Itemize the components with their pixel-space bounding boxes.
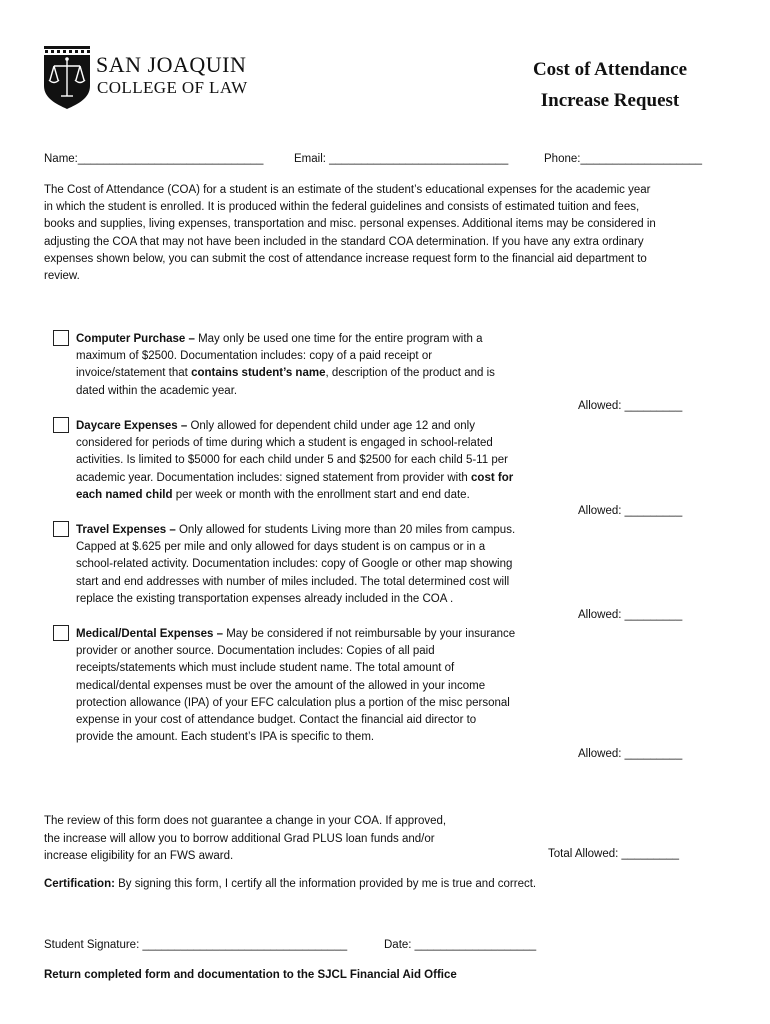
certification-text: By signing this form, I certify all the information provided by me is true and correct. — [114, 878, 537, 890]
total-allowed-field[interactable]: Total Allowed: _________ — [548, 848, 680, 860]
intro-line: expenses shown below, you can submit the cost of attendance increase request form to the financial aid department to — [44, 252, 647, 265]
intro-line: review. — [44, 270, 80, 283]
medical-dental-checkbox[interactable] — [53, 625, 69, 641]
certification-statement — [44, 878, 536, 890]
item-text: , description of the product and is — [325, 367, 495, 380]
item-text: May only be used one time for the entire program with a — [198, 333, 483, 345]
intro-paragraph — [44, 182, 726, 285]
review-line: the increase will allow you to borrow additional Grad PLUS loan funds and/or — [44, 832, 435, 845]
computer-purchase-title: Computer Purchase – — [76, 333, 199, 345]
medical-dental-item — [76, 626, 566, 746]
scales-of-justice-icon — [42, 44, 92, 110]
page-title — [510, 54, 710, 116]
item-text: provide the amount. Each student’s IPA is specific to them. — [76, 731, 375, 744]
item-text: protection allowance (IPA) of your EFC calculation plus a portion of the misc personal — [76, 696, 510, 709]
item-text: start and end addresses with number of miles included. The total determined cost will — [76, 575, 510, 588]
item-text: maximum of $2500. Documentation includes: copy of a paid receipt or — [76, 350, 433, 363]
school-name-line1: SAN JOAQUIN — [96, 52, 247, 77]
item-text: considered for periods of time during which a student is engaged in school-related — [76, 437, 493, 450]
travel-expenses-title: Travel Expenses – — [76, 524, 179, 536]
item-text: replace the existing transportation expenses already included in the COA . — [76, 592, 454, 605]
item-text: academic year. Documentation includes: signed statement from provider with — [76, 471, 472, 484]
intro-line: books and supplies, living expenses, transportation and misc. personal expenses. Additional items may be considered in — [44, 218, 656, 231]
phone-field[interactable]: Phone:___________________ — [544, 153, 702, 165]
item-text: school-related activity. Documentation includes: copy of Google or other map showing — [76, 558, 513, 571]
school-name-line2: COLLEGE OF LAW — [97, 78, 248, 97]
title-line2: Increase Request — [540, 90, 680, 111]
item-text: Only allowed for students Living more than 20 miles from campus. — [178, 524, 516, 536]
item-text: per week or month with the enrollment start and end date. — [172, 488, 470, 501]
item-text: provider or another source. Documentation includes: Copies of all paid — [76, 645, 435, 658]
daycare-expenses-item — [76, 418, 566, 504]
email-field[interactable]: Email: ____________________________ — [294, 153, 509, 165]
travel-allowed-field[interactable]: Allowed: _________ — [578, 609, 683, 621]
review-line: The review of this form does not guarantee a change in your COA. If approved, — [44, 815, 447, 827]
daycare-expenses-checkbox[interactable] — [53, 417, 69, 433]
name-field[interactable]: Name:_____________________________ — [44, 153, 264, 165]
item-text-bold: contains student’s name — [191, 367, 326, 380]
travel-expenses-checkbox[interactable] — [53, 521, 69, 537]
computer-purchase-item — [76, 331, 566, 400]
item-text: expense in your cost of attendance budget. Contact the financial aid director to — [76, 714, 477, 727]
item-text: activities. Is limited to $5000 for each child under 5 and $2500 for each child 5-11 per — [76, 454, 508, 467]
review-paragraph — [44, 813, 446, 866]
review-line: increase eligibility for an FWS award. — [44, 850, 234, 862]
item-text: dated within the academic year. — [76, 384, 238, 397]
student-signature-field[interactable]: Student Signature: ________________________________ — [44, 939, 348, 951]
item-text-bold: each named child — [76, 488, 173, 501]
item-text: Capped at $.625 per mile and only allowed for days student is on campus or in a — [76, 541, 486, 554]
daycare-allowed-field[interactable]: Allowed: _________ — [578, 505, 683, 517]
intro-line: adjusting the COA that may not have been included in the standard COA determination. If you have any extra ordinary — [44, 235, 644, 248]
item-text: invoice/statement that — [76, 367, 192, 380]
medical-dental-title: Medical/Dental Expenses – — [76, 628, 227, 640]
certification-label: Certification: — [44, 878, 115, 890]
medical-allowed-field[interactable]: Allowed: _________ — [578, 748, 683, 760]
computer-allowed-field[interactable]: Allowed: _________ — [578, 400, 683, 412]
item-text: receipts/statements which must include student name. The total amount of — [76, 662, 455, 675]
computer-purchase-checkbox[interactable] — [53, 330, 69, 346]
date-field[interactable]: Date: ___________________ — [384, 939, 537, 951]
item-text-bold: cost for — [471, 471, 514, 484]
item-text: Only allowed for dependent child under age 12 and only — [190, 420, 475, 432]
intro-line: in which the student is enrolled. It is produced within the federal guidelines and consists of estimated tuition and fees, — [44, 201, 640, 214]
return-instructions: Return completed form and documentation to the SJCL Financial Aid Office — [44, 969, 457, 981]
title-line1: Cost of Attendance — [532, 59, 688, 80]
item-text: May be considered if not reimbursable by your insurance — [226, 628, 516, 640]
daycare-expenses-title: Daycare Expenses – — [76, 420, 191, 432]
item-text: medical/dental expenses must be over the amount of the allowed in your income — [76, 679, 486, 692]
intro-line: The Cost of Attendance (COA) for a student is an estimate of the student’s educational expenses for the academic year — [44, 184, 651, 196]
travel-expenses-item — [76, 522, 566, 608]
